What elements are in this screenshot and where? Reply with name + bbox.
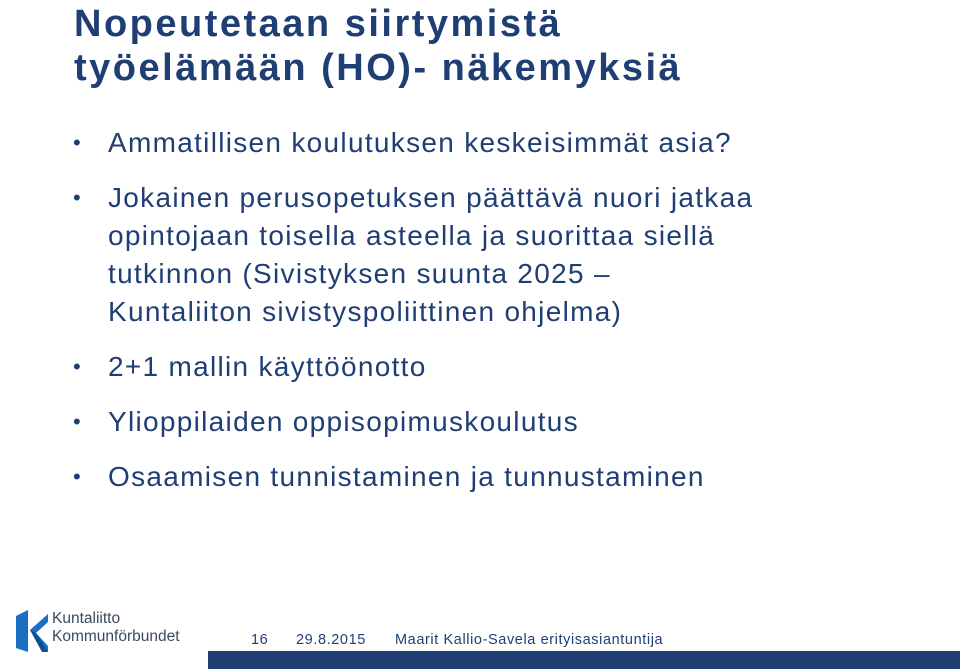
bullet-item	[72, 124, 942, 162]
page-number: 16	[251, 632, 269, 648]
slide-title-line: Nopeutetaan siirtymistä	[74, 3, 563, 45]
slide-title	[74, 2, 682, 90]
footer-bar	[208, 651, 960, 669]
bullet-item	[72, 179, 942, 331]
logo-text-line: Kuntaliitto	[52, 610, 121, 627]
bullet-dot: •	[73, 464, 83, 489]
bullet-dot: •	[73, 185, 83, 210]
bullet-text: 2+1 mallin käyttöönotto	[108, 351, 427, 382]
logo-text-line: Kommunförbundet	[52, 628, 180, 645]
bullet-item	[72, 403, 942, 441]
bullet-text: Osaamisen tunnistaminen ja tunnustaminen	[108, 461, 705, 492]
bullet-item	[72, 458, 942, 496]
bullet-text: Jokainen perusopetuksen päättävä nuori jatkaa	[108, 182, 754, 213]
bullet-text: opintojaan toisella asteella ja suorittaa siellä	[108, 220, 716, 251]
slide-author: Maarit Kallio-Savela erityisasiantuntija	[395, 632, 664, 648]
bullet-item	[72, 348, 942, 386]
bullet-dot: •	[73, 409, 83, 434]
bullet-dot: •	[73, 354, 83, 379]
slide-title-line: työelämään (HO)- näkemyksiä	[74, 47, 683, 89]
kuntaliitto-logo	[14, 608, 204, 660]
slide-date: 29.8.2015	[296, 632, 366, 648]
bullet-dot: •	[73, 130, 83, 155]
bullet-text: tutkinnon (Sivistyksen suunta 2025 –	[108, 258, 611, 289]
slide-footer	[0, 598, 960, 669]
bullet-text: Ylioppilaiden oppisopimuskoulutus	[108, 406, 579, 437]
bullet-list	[72, 124, 942, 513]
logo-text	[52, 610, 180, 646]
bullet-text: Kuntaliiton sivistyspoliittinen ohjelma)	[108, 296, 623, 327]
bullet-text: Ammatillisen koulutuksen keskeisimmät asia?	[108, 127, 732, 158]
kuntaliitto-k-icon	[14, 608, 50, 654]
